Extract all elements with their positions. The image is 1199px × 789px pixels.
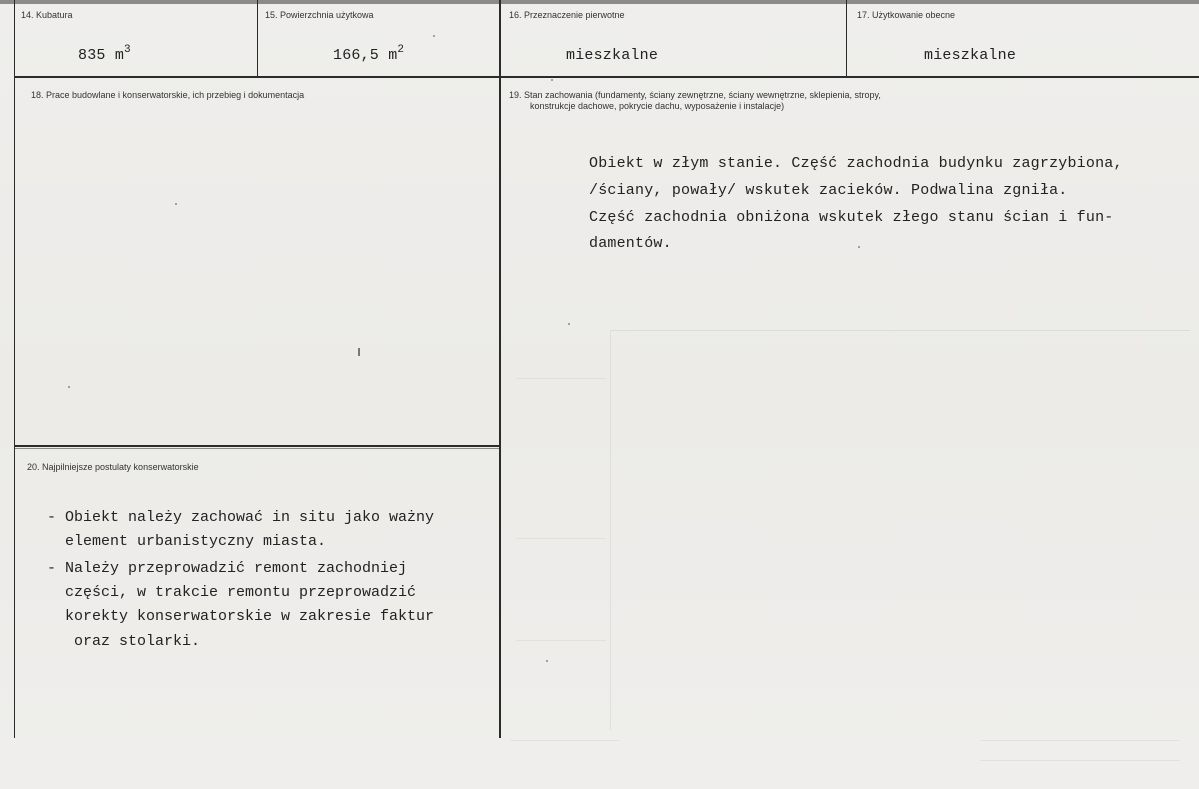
scan-mark	[358, 348, 360, 356]
show-through-texture	[510, 320, 1199, 789]
powierzchnia-unit: m	[388, 47, 398, 64]
powierzchnia-value	[333, 44, 405, 64]
scan-speck	[546, 660, 548, 662]
top-edge-band	[0, 0, 1199, 4]
stan-line: Część zachodnia obniżona wskutek złego stanu ścian i fun-	[589, 209, 1114, 226]
scan-speck	[858, 246, 860, 248]
stan-line: /ściany, powały/ wskutek zacieków. Podwalina zgniła.	[589, 182, 1068, 199]
kubatura-exponent: 3	[124, 44, 131, 56]
left-border	[14, 0, 15, 738]
powierzchnia-label: 15. Powierzchnia użytkowa	[265, 10, 374, 20]
kubatura-unit: m	[114, 47, 125, 64]
scan-speck	[68, 386, 70, 388]
col-divider-main	[499, 0, 501, 738]
col-divider-14-15	[257, 0, 258, 77]
stan-label-line2: konstrukcje dachowe, pokrycie dachu, wyposażenie i instalacje)	[530, 101, 785, 111]
col-divider-16-17	[846, 0, 847, 77]
uzytkowanie-label: 17. Użytkowanie obecne	[857, 10, 956, 20]
scan-speck	[175, 203, 177, 205]
prace-label: 18. Prace budowlane i konserwatorskie, ich przebieg i dokumentacja	[31, 90, 305, 100]
postulaty-line: korekty konserwatorskie w zakresie faktur	[47, 608, 435, 625]
kubatura-value	[78, 44, 131, 64]
powierzchnia-exponent: 2	[397, 44, 405, 56]
postulaty-line: oraz stolarki.	[47, 633, 201, 650]
kubatura-label: 14. Kubatura	[21, 10, 73, 20]
section-18-20-divider	[14, 445, 500, 447]
postulaty-line: - Obiekt należy zachować in situ jako ważny	[47, 509, 435, 526]
stan-line: damentów.	[589, 235, 672, 252]
kubatura-number: 835	[78, 47, 106, 64]
przeznaczenie-value: mieszkalne	[566, 47, 659, 64]
stan-line: Obiekt w złym stanie. Część zachodnia budynku zagrzybiona,	[589, 155, 1123, 172]
postulaty-line: element urbanistyczny miasta.	[47, 533, 327, 550]
row-divider-top	[14, 76, 1199, 78]
scan-speck	[551, 79, 553, 81]
stan-label-line1: 19. Stan zachowania (fundamenty, ściany zewnętrzne, ściany wewnętrzne, sklepienia, stropy,	[509, 90, 881, 100]
postulaty-line: części, w trakcie remontu przeprowadzić	[47, 584, 417, 601]
scan-speck	[568, 323, 570, 325]
postulaty-line: - Należy przeprowadzić remont zachodniej	[47, 560, 408, 577]
scan-speck	[433, 35, 435, 37]
postulaty-label: 20. Najpilniejsze postulaty konserwatorskie	[27, 462, 199, 472]
uzytkowanie-value: mieszkalne	[924, 47, 1017, 64]
przeznaczenie-label: 16. Przeznaczenie pierwotne	[509, 10, 625, 20]
section-18-20-divider-shadow	[14, 448, 500, 449]
powierzchnia-number: 166,5	[333, 47, 380, 64]
